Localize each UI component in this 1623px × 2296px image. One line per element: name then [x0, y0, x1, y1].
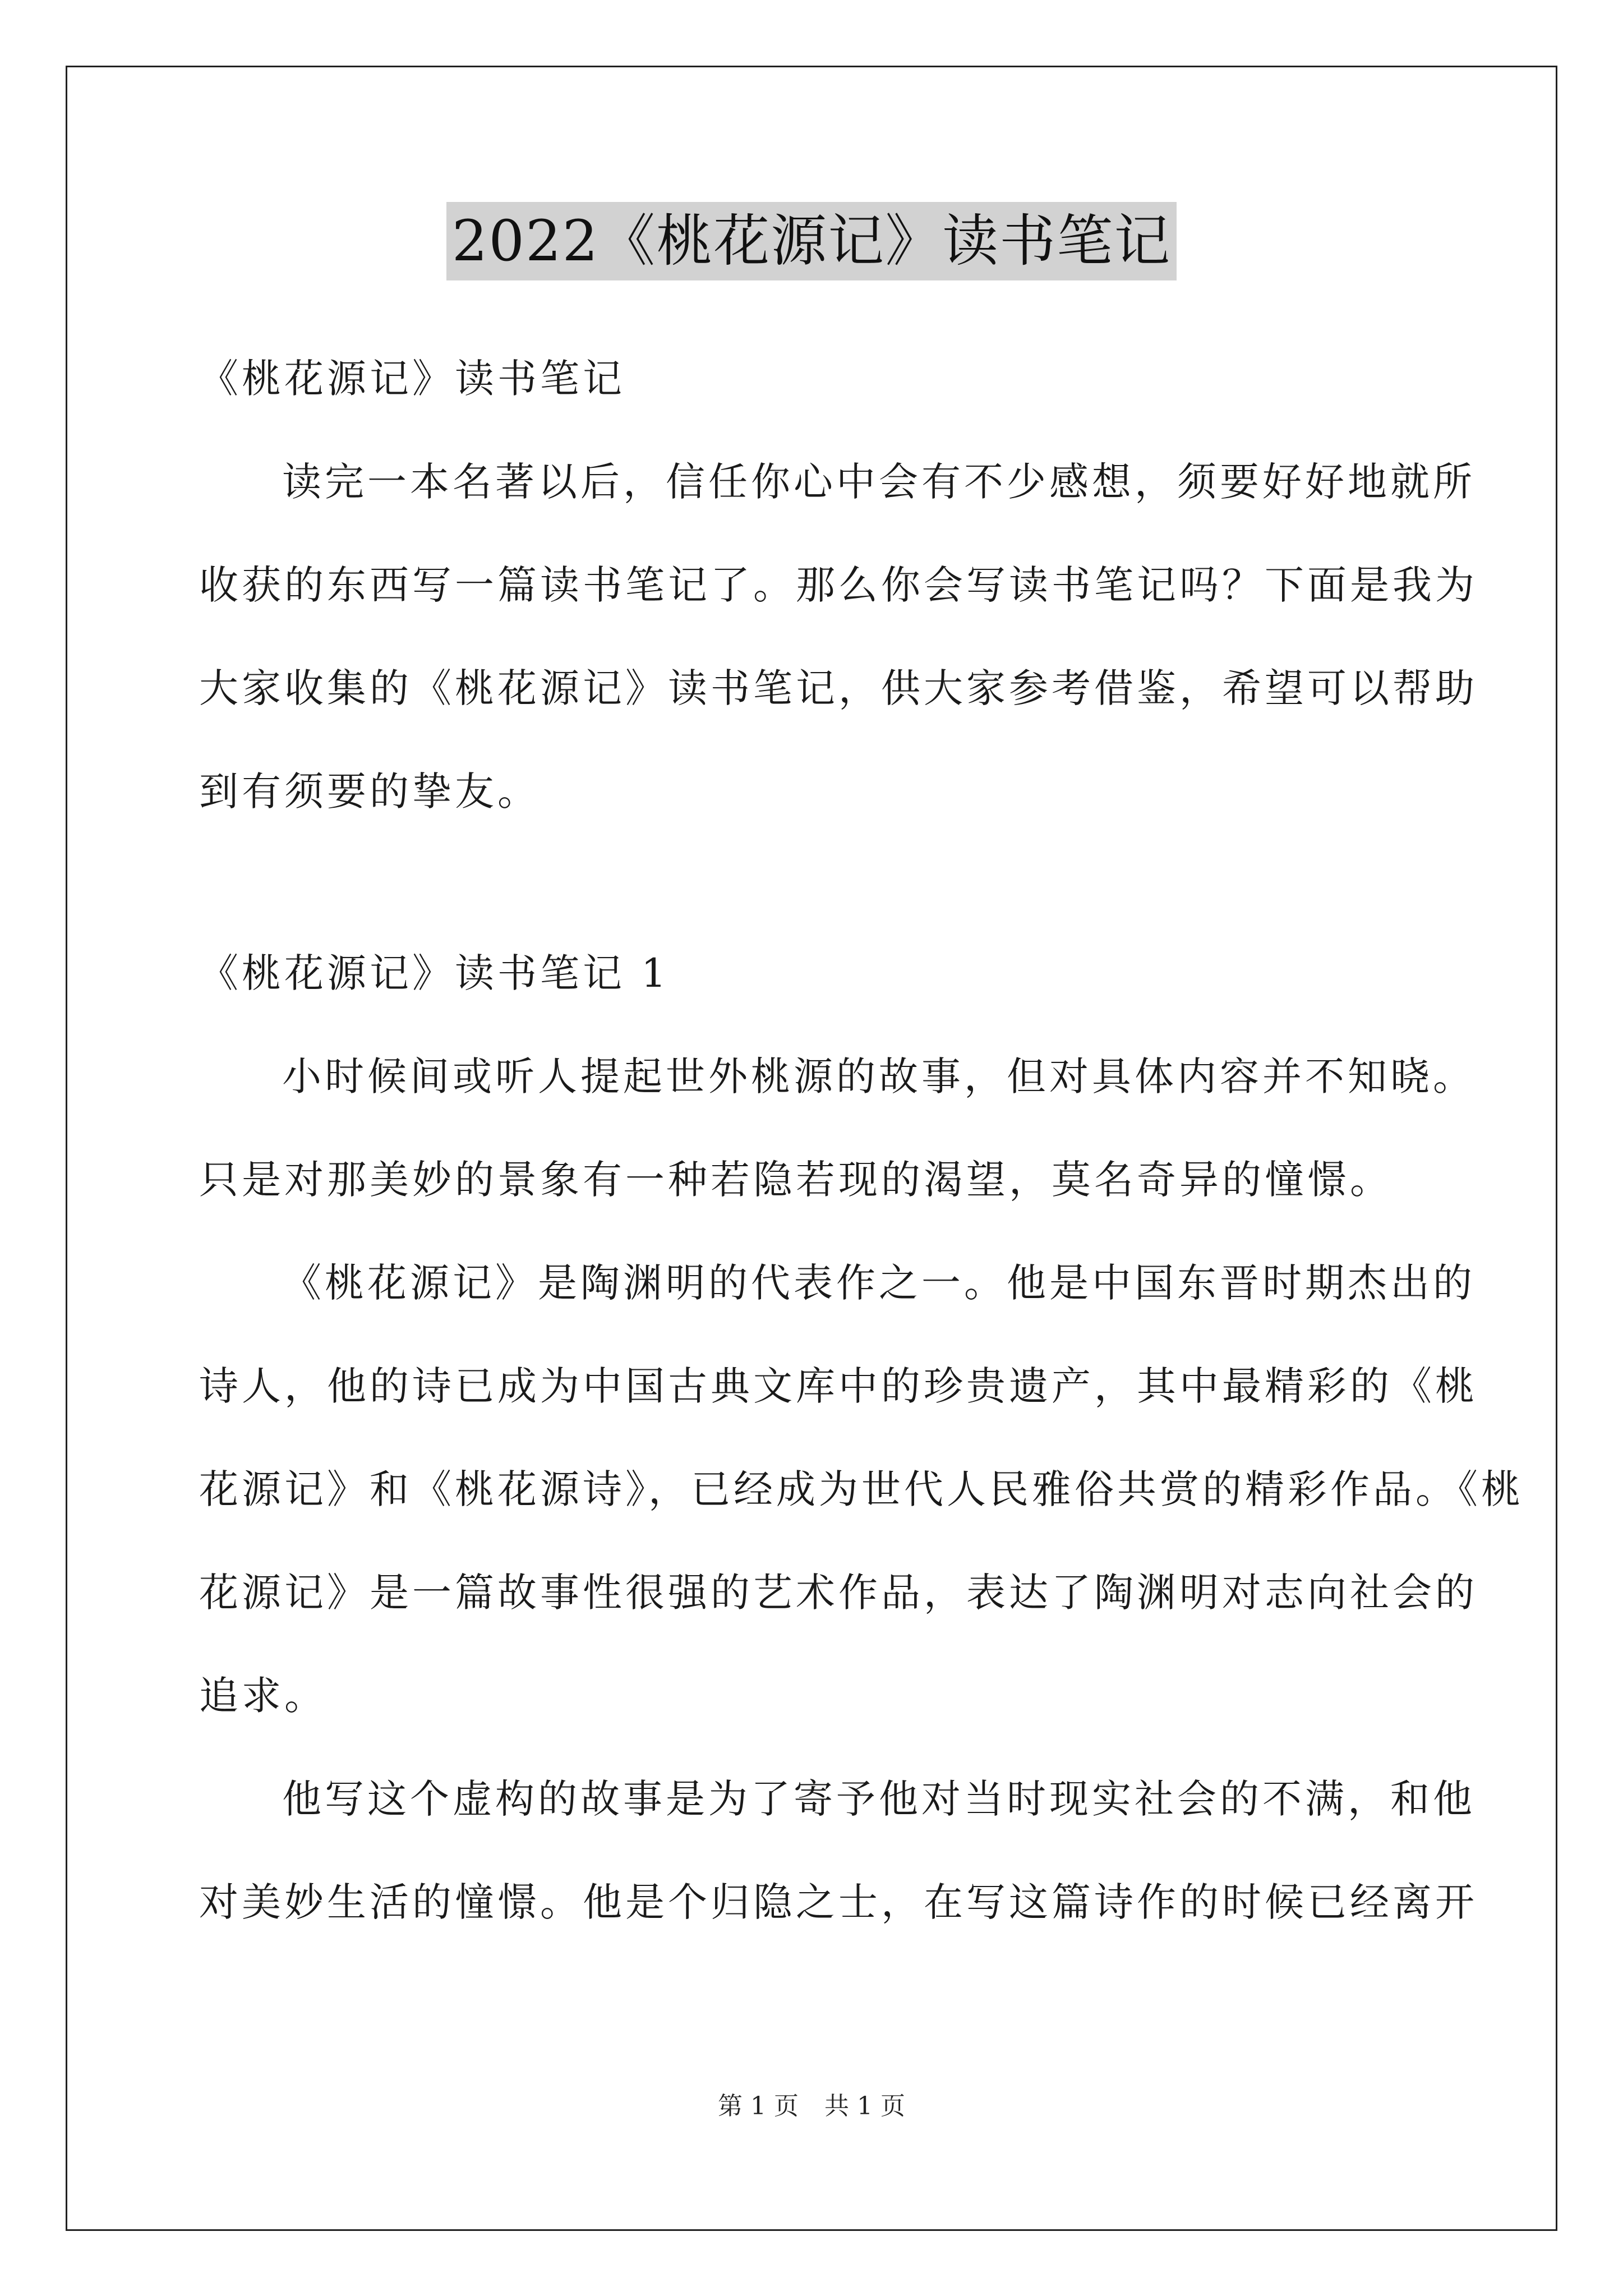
paragraph-line: 花源记》和《桃花源诗》，已经成为世代人民雅俗共赏的精彩作品。《桃 — [199, 1466, 1524, 1512]
paragraph-line: 小时候间或听人提起世外桃源的故事，但对具体内容并不知晓。 — [282, 1053, 1476, 1099]
paragraph-line: 只是对那美妙的景象有一种若隐若现的渴望，莫名奇异的憧憬。 — [199, 1157, 1393, 1203]
paragraph-line: 读完一本名著以后，信任你心中会有不少感想，须要好好地就所 — [282, 459, 1476, 505]
page-total: 共 1 页 — [824, 2092, 905, 2120]
page-number: 第 1 页 — [718, 2092, 799, 2120]
subtitle: 《桃花源记》读书笔记 — [199, 356, 625, 402]
section1-paragraph-1 — [199, 1043, 1476, 1249]
document-title: 2022《桃花源记》读书笔记 — [446, 202, 1177, 280]
paragraph-line: 大家收集的《桃花源记》读书笔记，供大家参考借鉴，希望可以帮助 — [199, 665, 1478, 711]
paragraph-line: 花源记》是一篇故事性很强的艺术作品，表达了陶渊明对志向社会的 — [199, 1570, 1478, 1616]
paragraph-line: 追求。 — [199, 1673, 327, 1719]
title-container — [0, 202, 1623, 280]
page-footer — [0, 2090, 1623, 2123]
document-body — [199, 345, 1524, 1972]
paragraph-line: 《桃花源记》是陶渊明的代表作之一。他是中国东晋时期杰出的 — [282, 1260, 1476, 1306]
paragraph-line: 收获的东西写一篇读书笔记了。那么你会写读书笔记吗？下面是我为 — [199, 562, 1478, 608]
paragraph-line: 诗人，他的诗已成为中国古典文库中的珍贵遗产，其中最精彩的《桃 — [199, 1363, 1478, 1409]
paragraph-line: 到有须要的挚友。 — [199, 769, 540, 815]
intro-paragraph — [199, 448, 1478, 861]
paragraph-line: 他写这个虚构的故事是为了寄予他对当时现实社会的不满，和他 — [282, 1776, 1476, 1822]
section-gap — [199, 861, 1427, 940]
paragraph-line: 对美妙生活的憧憬。他是个归隐之士，在写这篇诗作的时候已经离开 — [199, 1879, 1478, 1925]
section1-paragraph-3 — [199, 1765, 1478, 1972]
section1-paragraph-2 — [199, 1249, 1524, 1765]
section-heading: 《桃花源记》读书笔记 1 — [199, 950, 670, 996]
